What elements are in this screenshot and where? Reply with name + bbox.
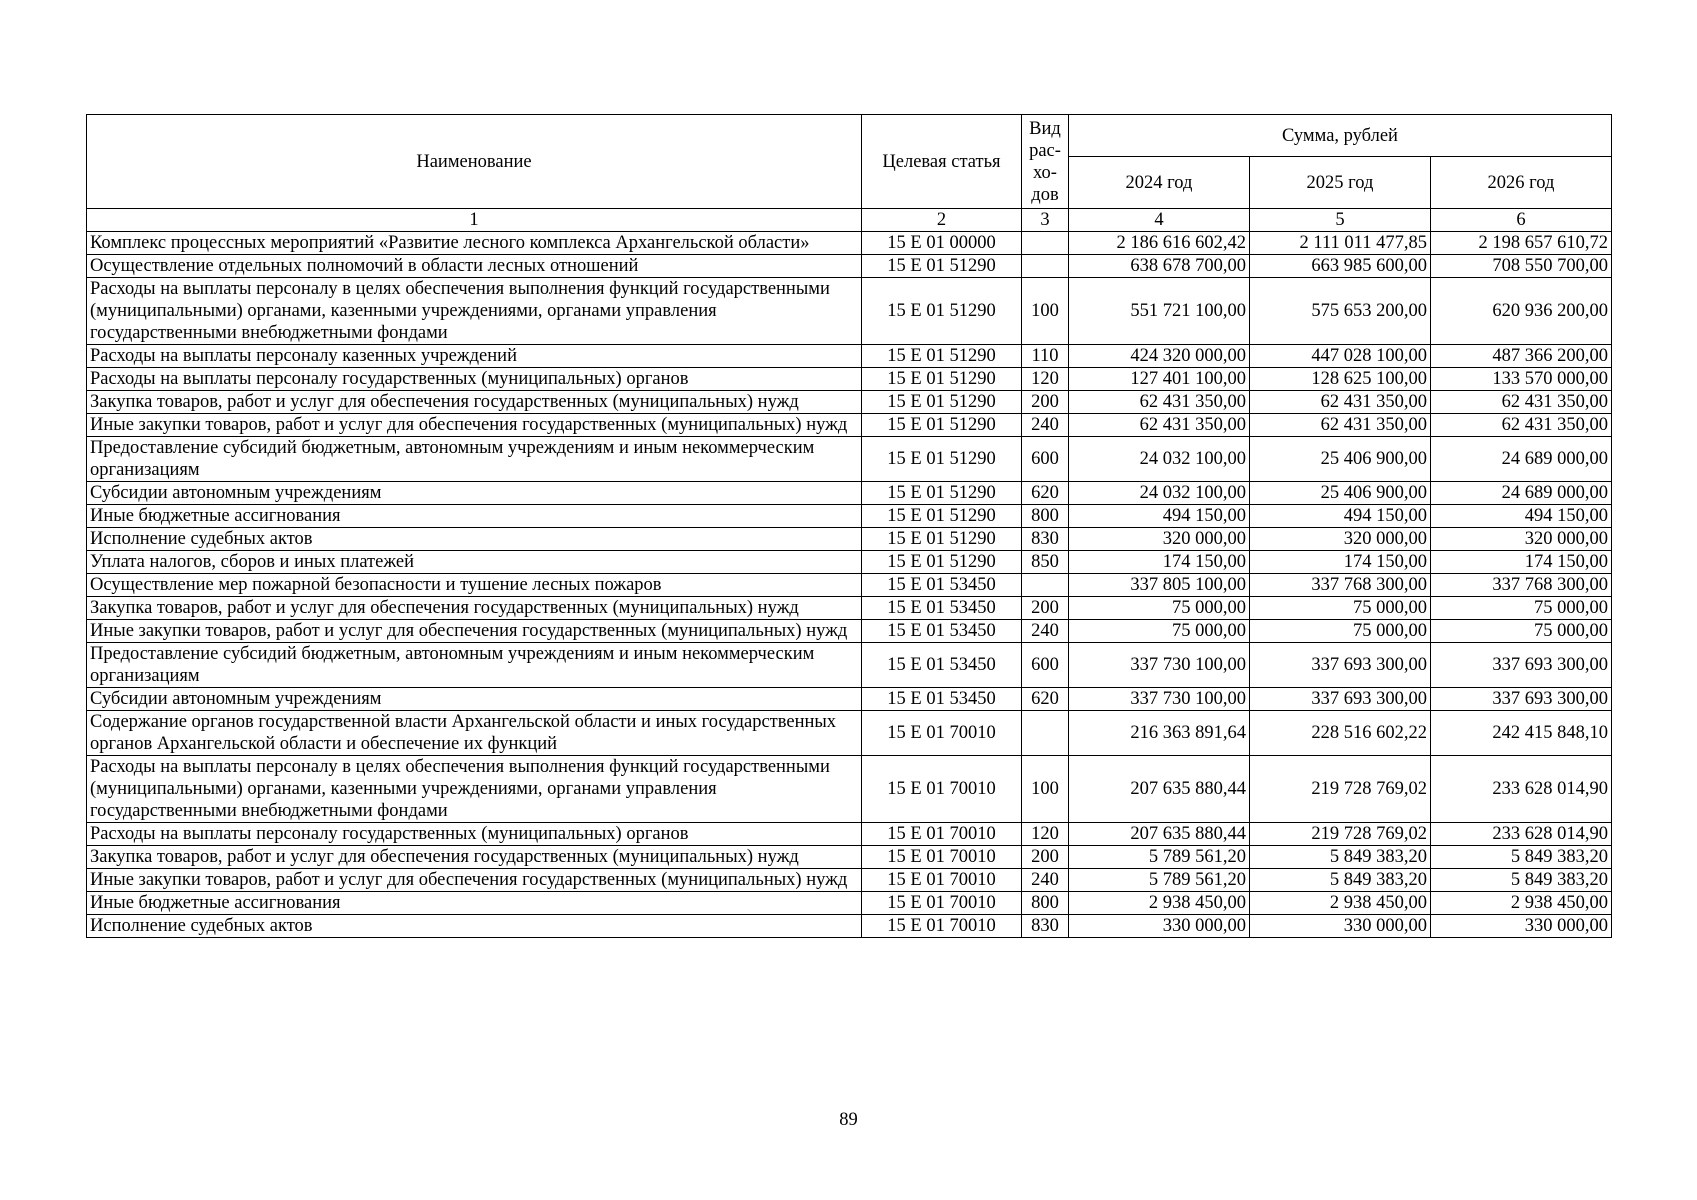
row-expense-kind: 120 [1022, 368, 1069, 391]
row-amount-2025: 5 849 383,20 [1250, 846, 1431, 869]
row-amount-2024: 424 320 000,00 [1069, 345, 1250, 368]
row-expense-kind: 240 [1022, 620, 1069, 643]
row-expense-kind: 620 [1022, 688, 1069, 711]
row-amount-2024: 174 150,00 [1069, 551, 1250, 574]
table-row [87, 643, 1612, 688]
row-expense-kind: 600 [1022, 437, 1069, 482]
column-index: 6 [1431, 209, 1612, 232]
row-amount-2026: 75 000,00 [1431, 597, 1612, 620]
budget-table [86, 114, 1612, 938]
row-expense-kind: 600 [1022, 643, 1069, 688]
row-amount-2026: 233 628 014,90 [1431, 756, 1612, 823]
row-amount-2024: 2 938 450,00 [1069, 892, 1250, 915]
row-amount-2025: 228 516 602,22 [1250, 711, 1431, 756]
table-row [87, 528, 1612, 551]
row-amount-2026: 62 431 350,00 [1431, 414, 1612, 437]
row-amount-2026: 174 150,00 [1431, 551, 1612, 574]
row-target-article: 15 Е 01 51290 [862, 482, 1022, 505]
row-amount-2026: 133 570 000,00 [1431, 368, 1612, 391]
row-name: Субсидии автономным учреждениям [87, 688, 862, 711]
row-target-article: 15 Е 01 51290 [862, 345, 1022, 368]
row-amount-2025: 25 406 900,00 [1250, 482, 1431, 505]
row-name: Расходы на выплаты персоналу казенных учреждений [87, 345, 862, 368]
row-amount-2024: 216 363 891,64 [1069, 711, 1250, 756]
row-amount-2025: 62 431 350,00 [1250, 391, 1431, 414]
row-name: Расходы на выплаты персоналу государственных (муниципальных) органов [87, 368, 862, 391]
row-amount-2024: 551 721 100,00 [1069, 278, 1250, 345]
table-row [87, 892, 1612, 915]
row-expense-kind: 100 [1022, 756, 1069, 823]
row-amount-2025: 337 693 300,00 [1250, 643, 1431, 688]
row-amount-2024: 337 730 100,00 [1069, 643, 1250, 688]
row-amount-2026: 233 628 014,90 [1431, 823, 1612, 846]
header-year-2026: 2026 год [1431, 157, 1612, 209]
row-amount-2026: 337 693 300,00 [1431, 688, 1612, 711]
row-target-article: 15 Е 01 70010 [862, 823, 1022, 846]
column-index: 4 [1069, 209, 1250, 232]
row-amount-2025: 447 028 100,00 [1250, 345, 1431, 368]
row-target-article: 15 Е 01 70010 [862, 756, 1022, 823]
table-row [87, 505, 1612, 528]
row-amount-2026: 320 000,00 [1431, 528, 1612, 551]
row-name: Иные закупки товаров, работ и услуг для обеспечения государственных (муниципальных) нужд [87, 869, 862, 892]
table-row [87, 711, 1612, 756]
row-amount-2026: 24 689 000,00 [1431, 437, 1612, 482]
row-amount-2024: 5 789 561,20 [1069, 869, 1250, 892]
row-expense-kind: 830 [1022, 915, 1069, 938]
row-amount-2026: 2 938 450,00 [1431, 892, 1612, 915]
table-row [87, 869, 1612, 892]
table-body [87, 232, 1612, 938]
row-expense-kind: 830 [1022, 528, 1069, 551]
row-amount-2024: 24 032 100,00 [1069, 482, 1250, 505]
row-amount-2026: 5 849 383,20 [1431, 846, 1612, 869]
row-amount-2025: 337 768 300,00 [1250, 574, 1431, 597]
table-row [87, 255, 1612, 278]
row-amount-2024: 62 431 350,00 [1069, 414, 1250, 437]
column-index: 3 [1022, 209, 1069, 232]
row-amount-2026: 487 366 200,00 [1431, 345, 1612, 368]
row-expense-kind [1022, 574, 1069, 597]
row-target-article: 15 Е 01 70010 [862, 892, 1022, 915]
row-name: Предоставление субсидий бюджетным, автономным учреждениям и иным некоммерческим организациям [87, 643, 862, 688]
column-index: 5 [1250, 209, 1431, 232]
column-index-row [87, 209, 1612, 232]
row-name: Осуществление отдельных полномочий в области лесных отношений [87, 255, 862, 278]
row-name: Исполнение судебных актов [87, 528, 862, 551]
row-amount-2025: 330 000,00 [1250, 915, 1431, 938]
row-amount-2025: 5 849 383,20 [1250, 869, 1431, 892]
table-row [87, 278, 1612, 345]
row-expense-kind: 620 [1022, 482, 1069, 505]
row-target-article: 15 Е 01 53450 [862, 643, 1022, 688]
row-amount-2024: 75 000,00 [1069, 620, 1250, 643]
row-name: Расходы на выплаты персоналу в целях обеспечения выполнения функций государственными (муниципальными) органами, казенными учреждениями, органами управления государственными внебюджетными фондами [87, 756, 862, 823]
row-name: Иные бюджетные ассигнования [87, 892, 862, 915]
row-amount-2024: 207 635 880,44 [1069, 823, 1250, 846]
table-row [87, 391, 1612, 414]
row-target-article: 15 Е 01 51290 [862, 505, 1022, 528]
header-sum: Сумма, рублей [1069, 115, 1612, 157]
row-amount-2024: 207 635 880,44 [1069, 756, 1250, 823]
row-amount-2025: 337 693 300,00 [1250, 688, 1431, 711]
row-amount-2025: 494 150,00 [1250, 505, 1431, 528]
row-name: Расходы на выплаты персоналу государственных (муниципальных) органов [87, 823, 862, 846]
row-amount-2024: 62 431 350,00 [1069, 391, 1250, 414]
row-amount-2026: 337 768 300,00 [1431, 574, 1612, 597]
row-amount-2025: 2 111 011 477,85 [1250, 232, 1431, 255]
row-amount-2025: 62 431 350,00 [1250, 414, 1431, 437]
row-target-article: 15 Е 01 70010 [862, 915, 1022, 938]
row-name: Уплата налогов, сборов и иных платежей [87, 551, 862, 574]
row-expense-kind: 240 [1022, 414, 1069, 437]
row-target-article: 15 Е 01 51290 [862, 551, 1022, 574]
row-amount-2024: 494 150,00 [1069, 505, 1250, 528]
header-name: Наименование [87, 115, 862, 209]
table-row [87, 368, 1612, 391]
header-year-2025: 2025 год [1250, 157, 1431, 209]
row-target-article: 15 Е 01 51290 [862, 391, 1022, 414]
table-row [87, 688, 1612, 711]
row-amount-2026: 620 936 200,00 [1431, 278, 1612, 345]
row-name: Предоставление субсидий бюджетным, автономным учреждениям и иным некоммерческим организациям [87, 437, 862, 482]
row-amount-2024: 320 000,00 [1069, 528, 1250, 551]
header-year-2024: 2024 год [1069, 157, 1250, 209]
table-row [87, 597, 1612, 620]
row-target-article: 15 Е 01 53450 [862, 620, 1022, 643]
row-target-article: 15 Е 01 51290 [862, 437, 1022, 482]
row-expense-kind [1022, 711, 1069, 756]
table-row [87, 482, 1612, 505]
header-target-article: Целевая статья [862, 115, 1022, 209]
row-amount-2025: 75 000,00 [1250, 620, 1431, 643]
row-name: Иные бюджетные ассигнования [87, 505, 862, 528]
row-target-article: 15 Е 01 51290 [862, 368, 1022, 391]
row-amount-2024: 127 401 100,00 [1069, 368, 1250, 391]
row-amount-2026: 75 000,00 [1431, 620, 1612, 643]
row-amount-2024: 5 789 561,20 [1069, 846, 1250, 869]
row-amount-2025: 219 728 769,02 [1250, 823, 1431, 846]
row-target-article: 15 Е 01 53450 [862, 574, 1022, 597]
column-index: 2 [862, 209, 1022, 232]
row-amount-2025: 75 000,00 [1250, 597, 1431, 620]
table-row [87, 437, 1612, 482]
row-target-article: 15 Е 01 53450 [862, 597, 1022, 620]
table-row [87, 232, 1612, 255]
row-amount-2026: 2 198 657 610,72 [1431, 232, 1612, 255]
row-amount-2024: 75 000,00 [1069, 597, 1250, 620]
row-amount-2024: 24 032 100,00 [1069, 437, 1250, 482]
row-expense-kind: 200 [1022, 597, 1069, 620]
row-amount-2026: 494 150,00 [1431, 505, 1612, 528]
table-row [87, 620, 1612, 643]
row-amount-2025: 2 938 450,00 [1250, 892, 1431, 915]
row-expense-kind: 800 [1022, 505, 1069, 528]
row-expense-kind: 850 [1022, 551, 1069, 574]
row-amount-2025: 219 728 769,02 [1250, 756, 1431, 823]
row-amount-2026: 337 693 300,00 [1431, 643, 1612, 688]
row-amount-2025: 25 406 900,00 [1250, 437, 1431, 482]
row-amount-2026: 5 849 383,20 [1431, 869, 1612, 892]
row-expense-kind [1022, 232, 1069, 255]
table-row [87, 846, 1612, 869]
table-row [87, 551, 1612, 574]
row-expense-kind: 200 [1022, 846, 1069, 869]
row-amount-2026: 330 000,00 [1431, 915, 1612, 938]
row-name: Субсидии автономным учреждениям [87, 482, 862, 505]
row-name: Комплекс процессных мероприятий «Развитие лесного комплекса Архангельской области» [87, 232, 862, 255]
row-amount-2026: 24 689 000,00 [1431, 482, 1612, 505]
row-amount-2024: 337 730 100,00 [1069, 688, 1250, 711]
row-name: Закупка товаров, работ и услуг для обеспечения государственных (муниципальных) нужд [87, 846, 862, 869]
row-amount-2026: 62 431 350,00 [1431, 391, 1612, 414]
row-amount-2026: 708 550 700,00 [1431, 255, 1612, 278]
row-target-article: 15 Е 01 53450 [862, 688, 1022, 711]
row-expense-kind: 100 [1022, 278, 1069, 345]
row-name: Иные закупки товаров, работ и услуг для обеспечения государственных (муниципальных) нужд [87, 414, 862, 437]
row-amount-2025: 575 653 200,00 [1250, 278, 1431, 345]
row-amount-2024: 638 678 700,00 [1069, 255, 1250, 278]
row-amount-2026: 242 415 848,10 [1431, 711, 1612, 756]
row-name: Закупка товаров, работ и услуг для обеспечения государственных (муниципальных) нужд [87, 391, 862, 414]
row-name: Закупка товаров, работ и услуг для обеспечения государственных (муниципальных) нужд [87, 597, 862, 620]
row-target-article: 15 Е 01 51290 [862, 255, 1022, 278]
table-row [87, 345, 1612, 368]
row-name: Расходы на выплаты персоналу в целях обеспечения выполнения функций государственными (муниципальными) органами, казенными учреждениями, органами управления государственными внебюджетными фондами [87, 278, 862, 345]
row-amount-2024: 337 805 100,00 [1069, 574, 1250, 597]
row-target-article: 15 Е 01 70010 [862, 869, 1022, 892]
row-amount-2025: 174 150,00 [1250, 551, 1431, 574]
row-amount-2025: 663 985 600,00 [1250, 255, 1431, 278]
row-amount-2025: 320 000,00 [1250, 528, 1431, 551]
row-expense-kind: 120 [1022, 823, 1069, 846]
row-expense-kind: 200 [1022, 391, 1069, 414]
row-target-article: 15 Е 01 51290 [862, 414, 1022, 437]
column-index: 1 [87, 209, 862, 232]
table-row [87, 414, 1612, 437]
row-expense-kind: 800 [1022, 892, 1069, 915]
row-expense-kind: 240 [1022, 869, 1069, 892]
row-amount-2024: 330 000,00 [1069, 915, 1250, 938]
table-row [87, 915, 1612, 938]
header-expense-kind: Вид рас-хо-дов [1022, 115, 1069, 209]
table-row [87, 756, 1612, 823]
row-target-article: 15 Е 01 70010 [862, 711, 1022, 756]
row-target-article: 15 Е 01 70010 [862, 846, 1022, 869]
row-target-article: 15 Е 01 00000 [862, 232, 1022, 255]
row-name: Содержание органов государственной власти Архангельской области и иных государственных органов Архангельской области и обеспечение их функций [87, 711, 862, 756]
row-target-article: 15 Е 01 51290 [862, 528, 1022, 551]
row-amount-2025: 128 625 100,00 [1250, 368, 1431, 391]
row-name: Осуществление мер пожарной безопасности и тушение лесных пожаров [87, 574, 862, 597]
table-row [87, 823, 1612, 846]
row-target-article: 15 Е 01 51290 [862, 278, 1022, 345]
row-name: Исполнение судебных актов [87, 915, 862, 938]
row-expense-kind [1022, 255, 1069, 278]
row-name: Иные закупки товаров, работ и услуг для обеспечения государственных (муниципальных) нужд [87, 620, 862, 643]
row-expense-kind: 110 [1022, 345, 1069, 368]
page-number: 89 [839, 1110, 858, 1130]
row-amount-2024: 2 186 616 602,42 [1069, 232, 1250, 255]
table-row [87, 574, 1612, 597]
